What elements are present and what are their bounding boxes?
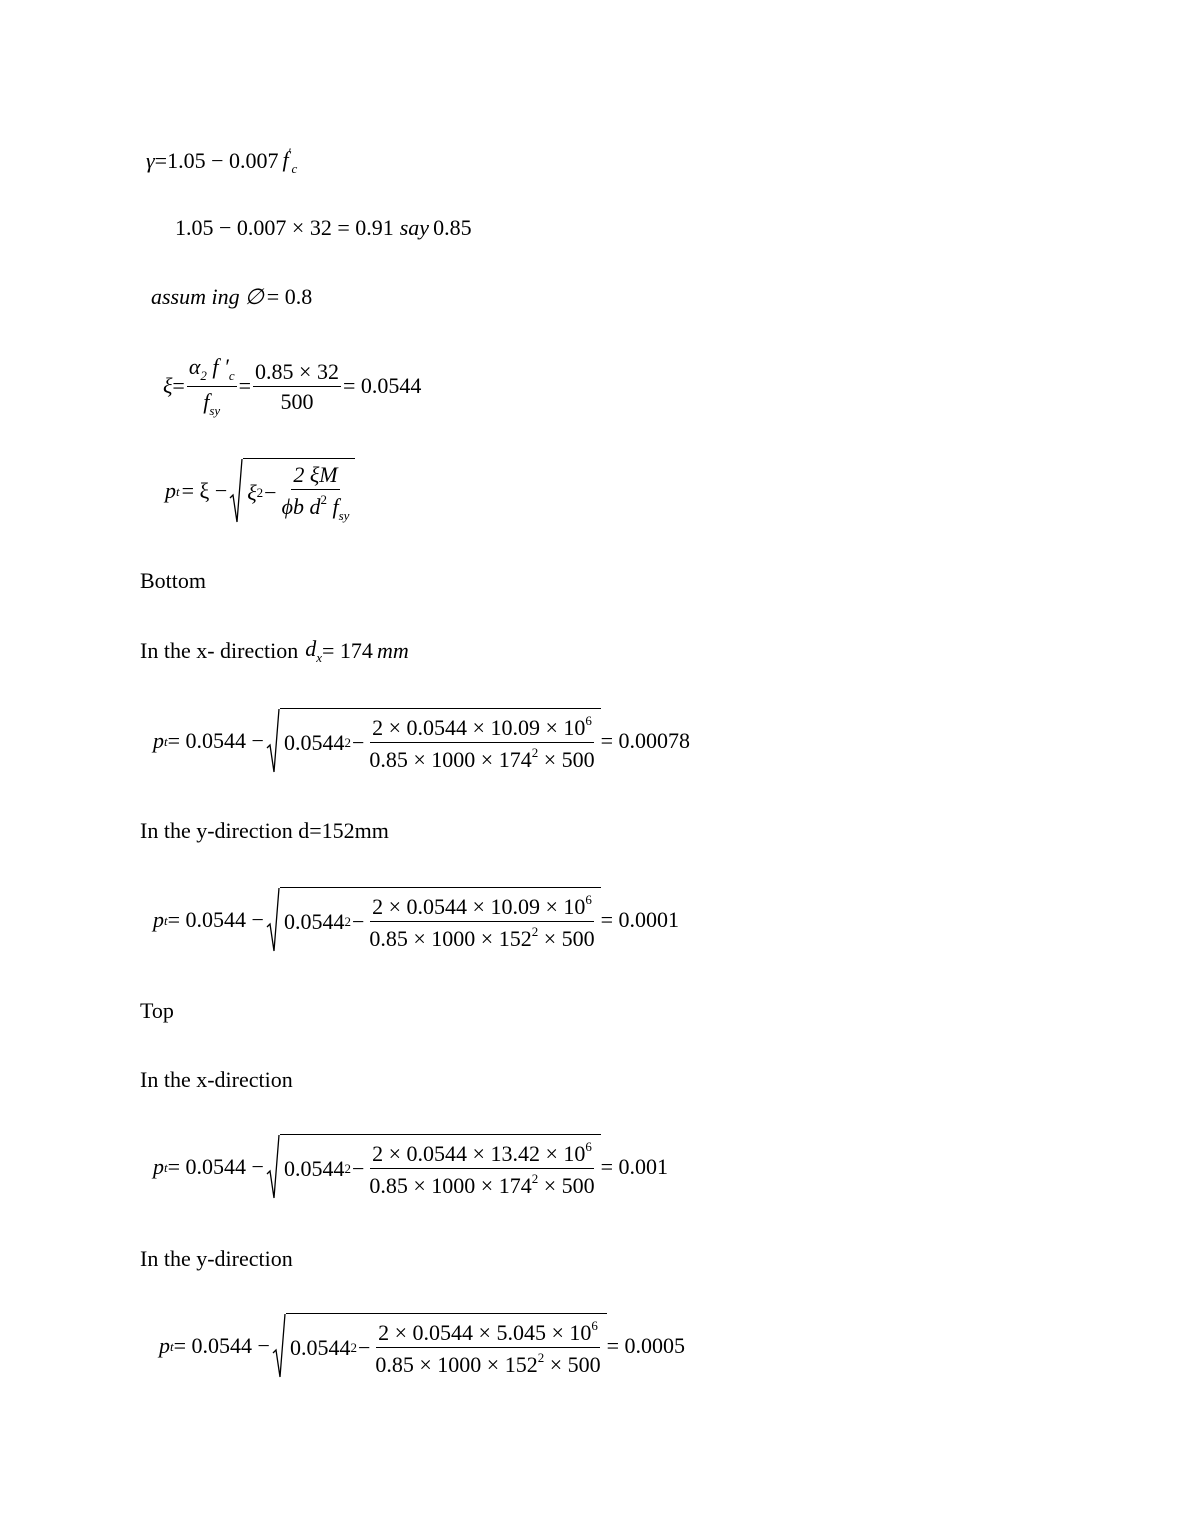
fsy-variable: f — [332, 493, 339, 519]
pt-prefix: = 0.0544 − — [167, 907, 264, 932]
pt-inner-fraction — [280, 463, 352, 523]
calc-fraction — [367, 1140, 596, 1197]
denominator-exponent: 2 — [531, 745, 539, 760]
xi-denominator: 500 — [280, 388, 314, 414]
radical-sign-icon — [266, 887, 280, 953]
pt-calculation-bottom-y — [153, 887, 679, 953]
calc-numerator: 2 × 0.0544 × 5.045 × 10 — [378, 1319, 592, 1345]
denominator-tail: × 500 — [538, 926, 595, 951]
pt-variable: p — [165, 478, 176, 503]
pt-subscript: t — [164, 733, 168, 749]
pt-calculation-top-y — [159, 1313, 685, 1379]
pt-formula — [165, 458, 355, 524]
calc-fraction — [367, 893, 596, 950]
fc-prime: ′ — [288, 145, 292, 160]
pt-prefix: = 0.0544 − — [167, 1154, 264, 1179]
pt-variable: p — [153, 728, 164, 753]
pt-variable: p — [159, 1333, 170, 1358]
numerator-exponent: 6 — [585, 1138, 592, 1154]
calc-numerator: 2 × 0.0544 × 10.09 × 10 — [372, 714, 586, 740]
radicand-exponent: 2 — [344, 1161, 351, 1176]
phi-symbol: ∅ — [244, 284, 264, 309]
gamma-calc-expression: 1.05 − 0.007 × 32 = 0.91 — [175, 215, 394, 240]
dx-value: = 174 — [322, 638, 373, 663]
section-heading-top: Top — [140, 998, 174, 1023]
gamma-formula — [146, 146, 297, 175]
xi-numerator: 0.85 × 32 — [253, 360, 341, 387]
equals-sign: = — [172, 373, 185, 399]
square-root — [272, 1313, 607, 1379]
pt-denominator: ϕb d — [281, 493, 321, 519]
fc-variable: f — [282, 147, 289, 172]
equals-sign: = — [238, 373, 252, 399]
denominator-tail: × 500 — [538, 1173, 595, 1198]
calc-denominator: 0.85 × 1000 × 174 — [369, 747, 532, 772]
fsy-subscript: sy — [209, 402, 221, 418]
y-direction-top: In the y-direction — [140, 1246, 293, 1271]
xi-exponent: 2 — [256, 485, 264, 500]
numerator-exponent: 6 — [585, 712, 592, 728]
pt-prefix: = 0.0544 − — [173, 1333, 270, 1358]
gamma-symbol: γ — [146, 147, 155, 173]
pt-numerator: 2 ξM — [293, 461, 338, 487]
y-direction-bottom: In the y-direction d=152mm — [140, 818, 389, 843]
minus-sign: − — [264, 479, 277, 505]
fsy-subscript: sy — [338, 507, 350, 523]
fc-subscript: c — [291, 161, 298, 176]
dx-unit: mm — [376, 638, 409, 663]
calc-denominator: 0.85 × 1000 × 174 — [369, 1173, 532, 1198]
xi-fraction-numeric — [253, 360, 341, 413]
radicand-exponent: 2 — [344, 914, 351, 929]
minus-sign: − — [351, 729, 365, 755]
radical-sign-icon — [266, 708, 280, 774]
radical-sign-icon — [229, 458, 243, 524]
numerator-exponent: 6 — [591, 1317, 598, 1333]
square-root — [229, 458, 355, 524]
pt-calculation-top-x — [153, 1134, 668, 1200]
numerator-exponent: 6 — [585, 891, 592, 907]
equals-sign: = — [154, 147, 168, 173]
pt-subscript: t — [164, 1159, 168, 1175]
say-word: say — [399, 215, 430, 240]
calc-result: = 0.00078 — [600, 728, 691, 753]
pt-variable: p — [153, 1154, 164, 1179]
alpha-subscript: 2 — [200, 368, 207, 383]
xi-fraction-symbolic — [187, 355, 237, 417]
pt-prefix: = 0.0544 − — [167, 728, 264, 753]
denominator-exponent: 2 — [531, 1171, 539, 1186]
alpha-symbol: α — [188, 354, 201, 379]
calc-result: = 0.0001 — [600, 907, 680, 932]
gamma-value: 0.85 — [433, 215, 472, 240]
radical-sign-icon — [266, 1134, 280, 1200]
denominator-exponent: 2 — [531, 924, 539, 939]
calc-fraction — [373, 1319, 602, 1376]
assuming-phi — [151, 286, 312, 308]
fsy-variable: f — [203, 388, 210, 414]
square-root — [266, 887, 601, 953]
denominator-exponent: 2 — [537, 1350, 545, 1365]
gamma-calculation — [175, 217, 472, 239]
minus-sign: − — [357, 1334, 371, 1360]
calc-denominator: 0.85 × 1000 × 152 — [375, 1352, 538, 1377]
pt-subscript: t — [164, 912, 168, 928]
d-exponent: 2 — [320, 491, 327, 507]
phi-value: = 0.8 — [266, 284, 313, 309]
assuming-word: assum ing — [151, 284, 240, 309]
pt-subscript: t — [176, 483, 180, 499]
x-direction-bottom — [140, 638, 409, 664]
calc-numerator: 2 × 0.0544 × 10.09 × 10 — [372, 893, 586, 919]
radicand-value: 0.0544 — [283, 908, 345, 934]
radicand-value: 0.0544 — [289, 1334, 351, 1360]
denominator-tail: × 500 — [538, 747, 595, 772]
fc-variable: f ′ — [212, 354, 229, 379]
denominator-tail: × 500 — [544, 1352, 601, 1377]
calc-result: = 0.001 — [600, 1154, 669, 1179]
calc-fraction — [367, 714, 596, 771]
square-root — [266, 1134, 601, 1200]
calc-numerator: 2 × 0.0544 × 13.42 × 10 — [372, 1140, 586, 1166]
pt-variable: p — [153, 907, 164, 932]
square-root — [266, 708, 601, 774]
xi-symbol: ξ — [247, 479, 257, 505]
xi-symbol: ξ — [163, 373, 173, 399]
gamma-expression: 1.05 − 0.007 — [167, 147, 279, 173]
xi-equation — [163, 355, 421, 417]
radicand-exponent: 2 — [344, 735, 351, 750]
radicand-value: 0.0544 — [283, 729, 345, 755]
xi-result: = 0.0544 — [342, 373, 422, 399]
radical-sign-icon — [272, 1313, 286, 1379]
dx-variable: d — [305, 636, 317, 661]
radicand-exponent: 2 — [350, 1340, 357, 1355]
x-direction-top: In the x-direction — [140, 1067, 293, 1092]
section-heading-bottom: Bottom — [140, 568, 207, 593]
x-direction-label: In the x- direction — [140, 638, 299, 663]
minus-sign: − — [351, 1155, 365, 1181]
dx-subscript: x — [316, 650, 323, 665]
fc-subscript: c — [228, 368, 235, 383]
minus-sign: − — [351, 908, 365, 934]
pt-calculation-bottom-x — [153, 708, 690, 774]
calc-result: = 0.0005 — [606, 1333, 686, 1358]
calc-denominator: 0.85 × 1000 × 152 — [369, 926, 532, 951]
pt-subscript: t — [170, 1338, 174, 1354]
radicand-value: 0.0544 — [283, 1155, 345, 1181]
pt-formula-operator: = ξ − — [181, 478, 228, 503]
